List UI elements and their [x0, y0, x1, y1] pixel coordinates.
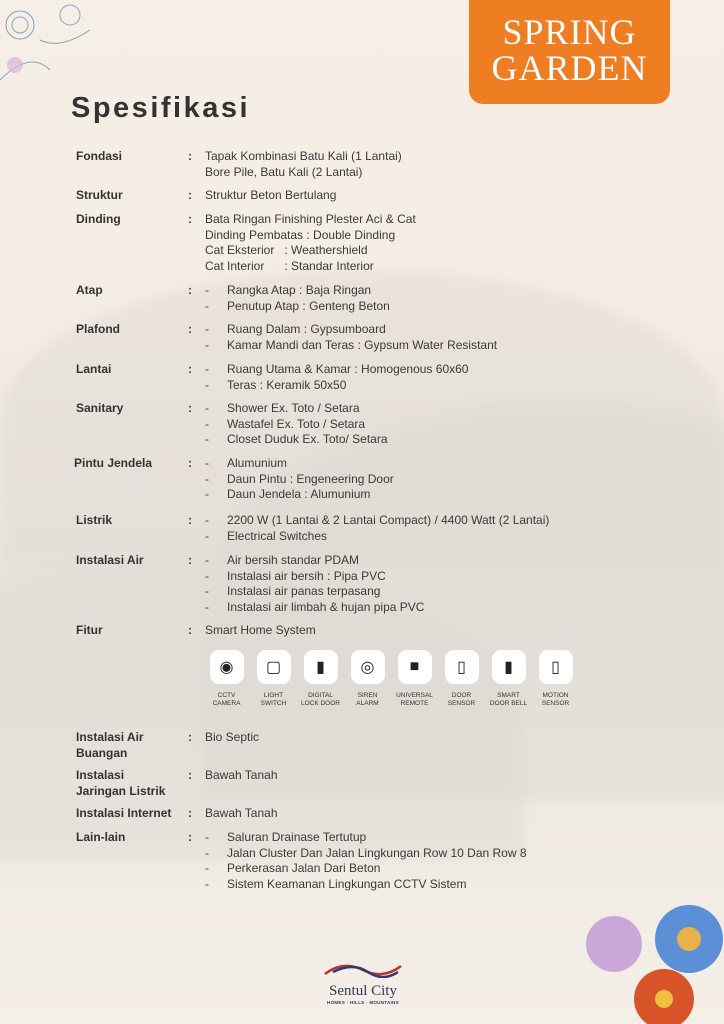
spec-line-text: Rangka Atap : Baja Ringan: [227, 283, 372, 297]
feature-label-line: SENSOR: [541, 700, 570, 707]
feature-label: [344, 692, 391, 708]
spec-line-text: Bata Ringan Finishing Plester Aci & Cat: [205, 212, 416, 226]
feature-label-line: SMART: [497, 692, 520, 699]
bullet-dash: -: [205, 599, 209, 614]
spec-line: [205, 243, 416, 259]
feature-label-line: REMOTE: [400, 700, 429, 707]
light-switch-icon: ▢: [257, 650, 291, 684]
bullet-dash: -: [205, 830, 209, 844]
bullet-dash: -: [205, 432, 209, 447]
siren-alarm-icon: ◎: [351, 650, 385, 684]
spec-line: [205, 600, 424, 616]
bullet-dash: -: [205, 584, 209, 599]
bullet-dash: -: [205, 568, 209, 583]
spec-line: [205, 456, 394, 472]
spec-label: Listrik: [76, 513, 113, 527]
spec-value: [205, 401, 388, 448]
bullet-dash: -: [205, 298, 209, 313]
floral-decoration-icon: [0, 0, 110, 100]
colon: :: [188, 456, 192, 470]
feature-item: [532, 650, 579, 708]
spec-line-text: Daun Jendela : Alumunium: [227, 487, 371, 502]
spec-line: [205, 188, 336, 204]
feature-label-line: MOTION: [542, 692, 569, 699]
bullet-dash: -: [205, 322, 209, 336]
spec-line-text: Cat Eksterior : Weathershield: [205, 243, 368, 258]
spec-line: [205, 401, 388, 417]
sentul-city-logo: [318, 962, 408, 1005]
bullet-dash: -: [205, 487, 209, 502]
feature-item: [438, 650, 485, 708]
spec-label: Instalasi Air Buangan: [76, 730, 144, 760]
sentul-wave-icon: [323, 962, 403, 978]
feature-label-line: CCTV: [217, 692, 236, 699]
spec-line-text: 2200 W (1 Lantai & 2 Lantai Compact) / 4400 Watt (2 Lantai): [227, 513, 550, 527]
spec-value: [205, 806, 278, 822]
spec-line-text: Struktur Beton Bertulang: [205, 188, 337, 202]
spec-line-text: Electrical Switches: [227, 528, 328, 543]
feature-label-line: CAMERA: [212, 700, 241, 707]
spec-value: [205, 830, 527, 892]
spec-line: [205, 212, 416, 228]
colon: :: [188, 362, 192, 376]
bullet-dash: -: [205, 553, 209, 567]
feature-label: [438, 692, 485, 708]
bullet-dash: -: [205, 456, 209, 470]
footer-tagline: HOMES · HILLS · MOUNTAINS: [327, 1000, 399, 1005]
colon: :: [188, 806, 192, 820]
footer-brand-name: Sentul City: [329, 983, 397, 999]
spec-line: [205, 553, 424, 569]
bullet-dash: -: [205, 861, 209, 876]
spec-line-text: Instalasi air bersih : Pipa PVC: [227, 568, 386, 583]
spec-line: [205, 228, 416, 244]
spec-line-text: Jalan Cluster Dan Jalan Lingkungan Row 10 Dan Row 8: [227, 845, 527, 860]
spec-line-text: Instalasi air panas terpasang: [227, 584, 381, 599]
spec-label: Fondasi: [76, 149, 123, 163]
spec-label: Fitur: [76, 623, 103, 637]
colon: :: [188, 212, 192, 226]
logo-line-2: GARDEN: [491, 48, 648, 88]
feature-label-line: LOCK DOOR: [300, 700, 340, 707]
spec-value: [205, 456, 394, 503]
feature-label: [532, 692, 579, 708]
floral-decoration-icon: [574, 894, 724, 1024]
bullet-dash: -: [205, 876, 209, 891]
bullet-dash: -: [205, 377, 209, 392]
cctv-camera-icon: ◉: [210, 650, 244, 684]
spec-line-text: Kamar Mandi dan Teras : Gypsum Water Resistant: [227, 337, 498, 352]
spec-line: [205, 806, 278, 822]
feature-label-line: LIGHT: [263, 692, 284, 699]
spec-line: [205, 877, 527, 893]
colon: :: [188, 513, 192, 527]
feature-item: [297, 650, 344, 708]
spec-value: [205, 362, 468, 393]
spec-line: [205, 623, 316, 639]
spec-line: [205, 472, 394, 488]
spec-line-text: Cat Interior : Standar Interior: [205, 258, 374, 273]
universal-remote-icon: ■: [398, 650, 432, 684]
spec-value: [205, 188, 336, 204]
spec-value: [205, 513, 549, 544]
bullet-dash: -: [205, 845, 209, 860]
spec-line-text: Alumunium: [227, 456, 288, 470]
spec-line-text: Ruang Utama & Kamar : Homogenous 60x60: [227, 362, 469, 376]
spec-line-text: Bawah Tanah: [205, 768, 278, 782]
spec-label: Dinding: [76, 212, 121, 226]
bullet-dash: -: [205, 528, 209, 543]
spec-label: Plafond: [76, 322, 120, 336]
logo-line-1: SPRING: [502, 12, 637, 52]
spec-line-text: Teras : Keramik 50x50: [227, 377, 347, 392]
spec-value: [205, 553, 424, 615]
spec-line-text: Perkerasan Jalan Dari Beton: [227, 861, 381, 876]
spec-label: Sanitary: [76, 401, 124, 415]
spec-label: Lantai: [76, 362, 112, 376]
spec-line-text: Daun Pintu : Engeneering Door: [227, 471, 394, 486]
spec-line-text: Bore Pile, Batu Kali (2 Lantai): [205, 164, 363, 179]
spec-line: [205, 338, 497, 354]
colon: :: [188, 768, 192, 782]
feature-label-line: UNIVERSAL: [396, 692, 433, 699]
spring-garden-logo: [469, 0, 670, 104]
spec-line: [205, 362, 468, 378]
bullet-dash: -: [205, 471, 209, 486]
spec-line: [205, 432, 388, 448]
spec-line: [205, 861, 527, 877]
feature-label-line: SIREN: [357, 692, 378, 699]
feature-label-line: SWITCH: [260, 700, 287, 707]
feature-item: [391, 650, 438, 708]
colon: :: [188, 188, 192, 202]
bullet-dash: -: [205, 401, 209, 415]
feature-item: [485, 650, 532, 708]
spec-line-text: Air bersih standar PDAM: [227, 553, 360, 567]
bullet-dash: -: [205, 337, 209, 352]
spec-value: [205, 623, 316, 639]
spec-line: [205, 730, 259, 746]
page-title: Spesifikasi: [71, 92, 251, 124]
spec-line-text: Bio Septic: [205, 730, 260, 744]
spec-line: [205, 569, 424, 585]
spec-line: [205, 584, 424, 600]
spec-line: [205, 487, 394, 503]
spec-label: Instalasi Internet: [76, 806, 172, 820]
spec-label: Lain-lain: [76, 830, 126, 844]
door-sensor-icon: ▯: [445, 650, 479, 684]
spec-label: Struktur: [76, 188, 123, 202]
spec-line-text: Penutup Atap : Genteng Beton: [227, 298, 390, 313]
spec-line-text: Closet Duduk Ex. Toto/ Setara: [227, 432, 388, 447]
spec-line: [205, 259, 416, 275]
spec-line-text: Tapak Kombinasi Batu Kali (1 Lantai): [205, 149, 402, 163]
spec-value: [205, 212, 416, 274]
motion-sensor-icon: ▯: [539, 650, 573, 684]
spec-label: Instalasi Air: [76, 553, 144, 567]
spec-line-text: Ruang Dalam : Gypsumboard: [227, 322, 386, 336]
colon: :: [188, 401, 192, 415]
bullet-dash: -: [205, 283, 209, 297]
spec-line-text: Bawah Tanah: [205, 806, 278, 820]
spec-line: [205, 513, 549, 529]
spec-value: [205, 283, 390, 314]
spec-line-text: Smart Home System: [205, 623, 316, 637]
digital-lock-icon: ▮: [304, 650, 338, 684]
spec-line-text: Dinding Pembatas : Double Dinding: [205, 227, 396, 242]
feature-item: [344, 650, 391, 708]
feature-label: [203, 692, 250, 708]
feature-label-line: SENSOR: [447, 700, 476, 707]
smart-doorbell-icon: ▮: [492, 650, 526, 684]
spec-line: [205, 149, 402, 165]
feature-item: [203, 650, 250, 708]
spec-label: Pintu Jendela: [74, 456, 153, 470]
spec-line: [205, 283, 390, 299]
feature-label-line: DOOR BELL: [489, 700, 528, 707]
spec-line: [205, 417, 388, 433]
bullet-dash: -: [205, 416, 209, 431]
spec-line: [205, 322, 497, 338]
bullet-dash: -: [205, 513, 209, 527]
colon: :: [188, 283, 192, 297]
feature-label: [391, 692, 438, 708]
spec-line: [205, 299, 390, 315]
feature-label-line: ALARM: [356, 700, 379, 707]
feature-label-line: DOOR: [451, 692, 472, 699]
spec-line-text: Sistem Keamanan Lingkungan CCTV Sistem: [227, 876, 467, 891]
feature-label: [250, 692, 297, 708]
smart-home-features: [203, 650, 579, 708]
feature-label: [297, 692, 344, 708]
colon: :: [188, 322, 192, 336]
spec-line-text: Saluran Drainase Tertutup: [227, 830, 367, 844]
spec-value: [205, 149, 402, 180]
spec-line-text: Shower Ex. Toto / Setara: [227, 401, 360, 415]
colon: :: [188, 830, 192, 844]
spec-line: [205, 830, 527, 846]
spec-label: Instalasi Jaringan Listrik: [76, 768, 166, 798]
colon: :: [188, 553, 192, 567]
feature-label: [485, 692, 532, 708]
colon: :: [188, 149, 192, 163]
spec-line-text: Wastafel Ex. Toto / Setara: [227, 416, 366, 431]
spec-value: [205, 322, 497, 353]
spec-line: [205, 529, 549, 545]
feature-item: [250, 650, 297, 708]
spec-line-text: Instalasi air limbah & hujan pipa PVC: [227, 599, 425, 614]
feature-label-line: DIGITAL: [308, 692, 333, 699]
spec-value: [205, 730, 259, 746]
colon: :: [188, 623, 192, 637]
spec-line: [205, 378, 468, 394]
spec-line: [205, 165, 402, 181]
spec-line: [205, 768, 278, 784]
spec-line: [205, 846, 527, 862]
colon: :: [188, 730, 192, 744]
spec-label: Atap: [76, 283, 103, 297]
bullet-dash: -: [205, 362, 209, 376]
spec-value: [205, 768, 278, 784]
